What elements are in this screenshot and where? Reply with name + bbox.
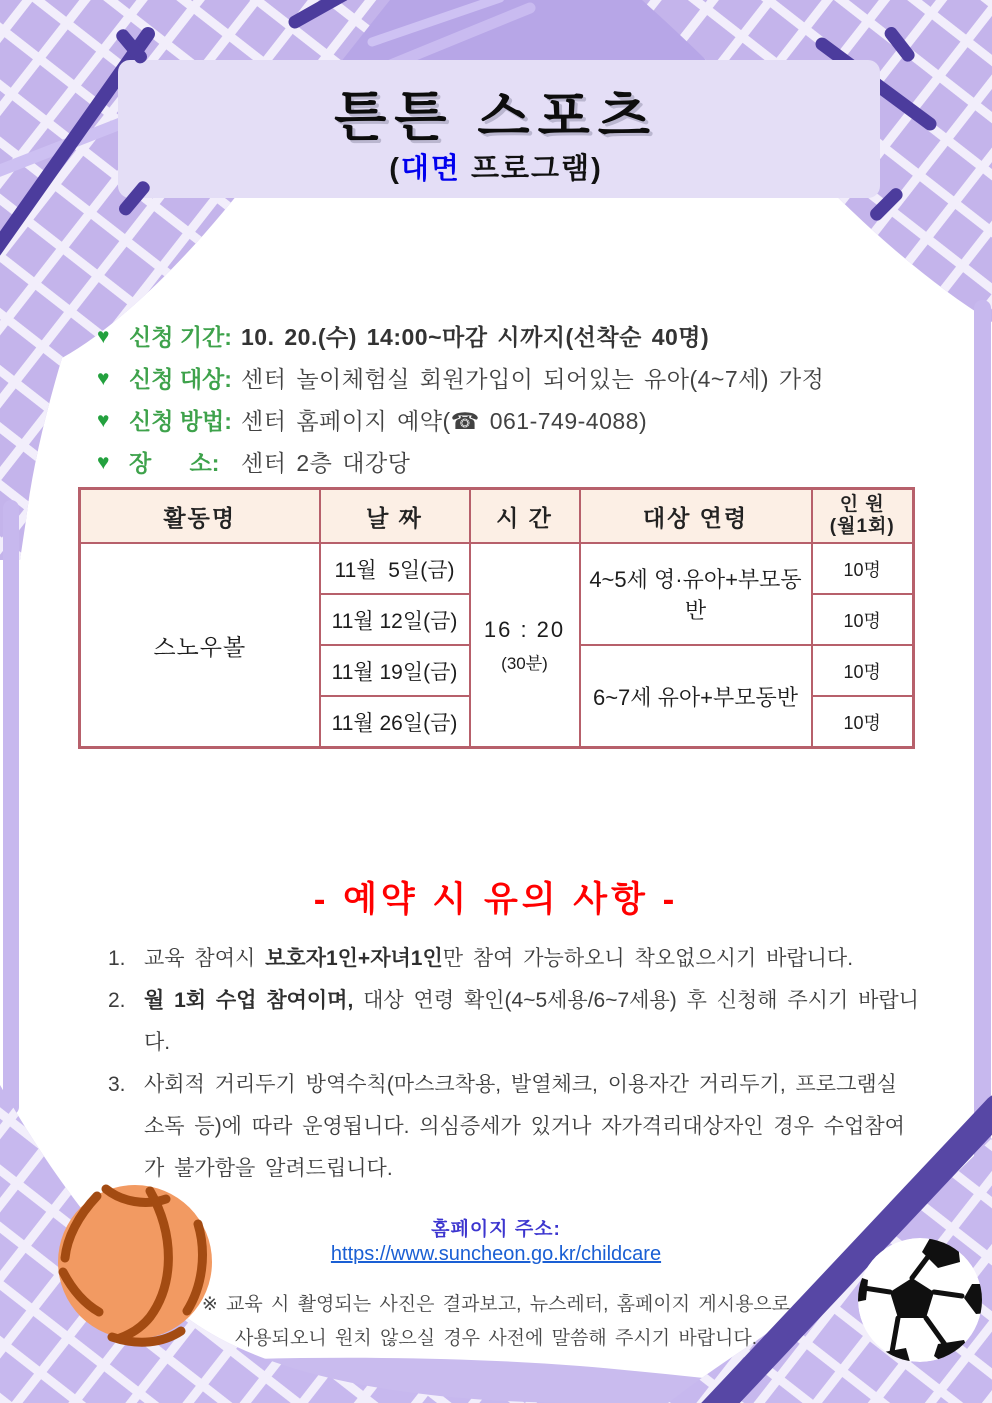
info-label: 신청 대상: [129,366,232,392]
note-number: 3. [108,1073,126,1096]
date-cell: 11월 12일(금) [320,594,470,645]
notice-item-2 [108,980,920,1064]
info-row-method [97,406,927,448]
capacity-cell: 10명 [812,645,914,696]
info-row-target [97,364,927,406]
footer [0,1214,992,1356]
heart-bullet-icon: ♥ [97,451,110,474]
time-cell: 16 : 20 (30분) [470,543,580,748]
schedule-table [78,487,915,749]
homepage-label: 홈페이지 주소: [431,1219,561,1240]
info-row-place [97,448,927,490]
note-text: 월 1회 수업 참여이며, 대상 연령 확인(4~5세용/6~7세용) 후 신청해 주시기 바랍니다. [144,989,919,1054]
age-group-cell: 6~7세 유아+부모동반 [580,645,812,748]
subtitle-rest: 프로그램) [460,153,603,185]
note-text: 사회적 거리두기 방역수칙(마스크착용, 발열체크, 이용자간 거리두기, 프로그램실 소독 등)에 따라 운영됩니다. 의심증세가 있거나 자가격리대상자인 경우 수업참여가 불가함을 알려드립니다. [144,1073,905,1180]
application-info-list [97,322,927,490]
col-header-age: 대상 연령 [580,489,812,544]
col-header-activity: 활동명 [80,489,320,544]
homepage-link[interactable]: https://www.suncheon.go.kr/childcare [330,1243,662,1265]
date-cell: 11월 5일(금) [320,543,470,594]
capacity-cell: 10명 [812,543,914,594]
info-value: 센터 홈페이지 예약(☎ 061-749-4088) [241,408,648,434]
date-cell: 11월 19일(금) [320,645,470,696]
info-row-period [97,322,927,364]
notice-title: - 예약 시 유의 사항 - [313,880,679,919]
info-value: 10. 20.(수) 14:00~마감 시까지(선착순 40명) [241,324,710,350]
notice-list [108,938,920,1190]
capacity-cell: 10명 [812,594,914,645]
note-number: 1. [108,947,126,970]
activity-cell: 스노우볼 [80,543,320,748]
subtitle-open: ( [389,153,401,185]
table-header-row [80,489,914,544]
col-header-date: 날 짜 [320,489,470,544]
col-header-time: 시 간 [470,489,580,544]
date-cell: 11월 26일(금) [320,696,470,748]
notice-item-3 [108,1064,920,1190]
photo-usage-note: ※ 교육 시 촬영되는 사진은 결과보고, 뉴스레터, 홈페이지 게시용으로 사용되오니 원치 않으실 경우 사전에 말씀해 주시기 바랍니다. [201,1294,791,1349]
table-row [80,543,914,594]
info-label: 장 소: [129,450,220,476]
page-subtitle [0,146,992,187]
age-group-cell: 4~5세 영·유아+부모동반 [580,543,812,645]
notice-item-1 [108,938,920,980]
heart-bullet-icon: ♥ [97,367,110,390]
page-title: 튼튼 스포츠 [334,87,658,147]
note-text: 교육 참여시 보호자1인+자녀1인만 참여 가능하오니 착오없으시기 바랍니다. [144,947,854,970]
capacity-cell: 10명 [812,696,914,748]
info-value: 센터 2층 대강당 [241,450,411,476]
heart-bullet-icon: ♥ [97,325,110,348]
subtitle-highlight: 대면 [400,153,461,185]
heart-bullet-icon: ♥ [97,409,110,432]
info-value: 센터 놀이체험실 회원가입이 되어있는 유아(4~7세) 가정 [241,366,825,392]
info-label: 신청 기간: [129,324,232,350]
col-header-capacity: 인 원 (월1회) [812,489,914,544]
info-label: 신청 방법: [129,408,232,434]
note-number: 2. [108,989,126,1012]
